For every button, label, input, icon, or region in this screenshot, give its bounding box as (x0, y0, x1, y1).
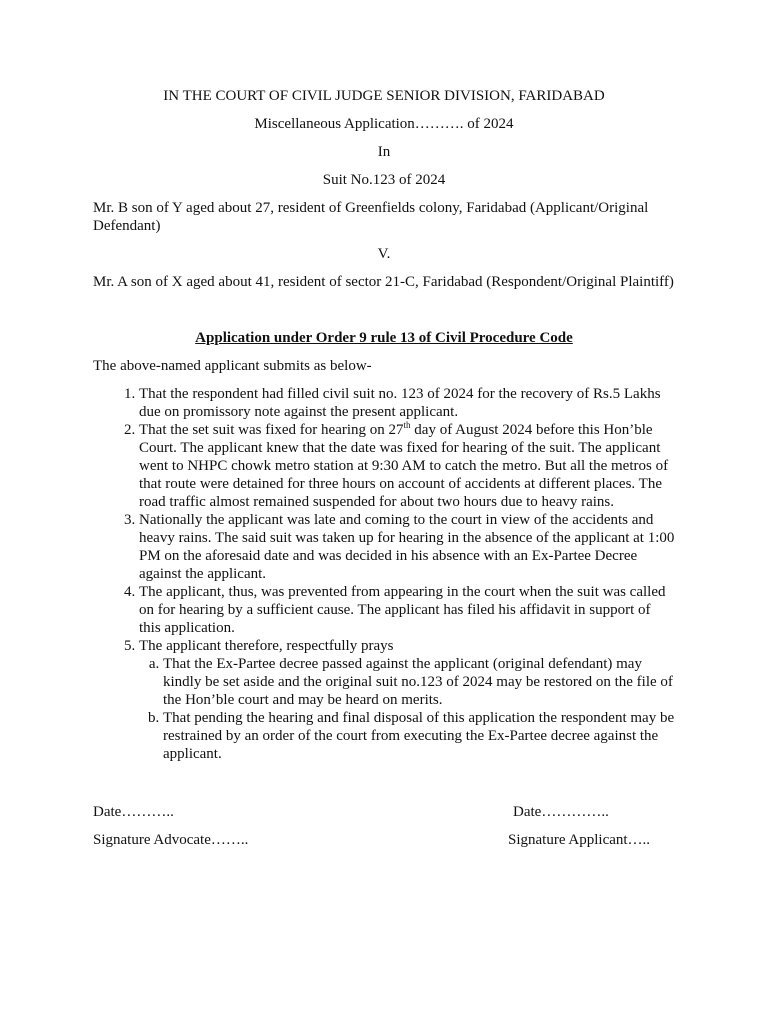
signature-row (93, 831, 675, 849)
court-heading: IN THE COURT OF CIVIL JUDGE SENIOR DIVISION, FARIDABAD (163, 88, 605, 104)
prayer-a-text: That the Ex-Partee decree passed against the applicant (original defendant) may kindly be set aside and the original suit no.123 of 2024 may be restored on the file of the Hon’ble court and may be heard on merits. (163, 656, 673, 708)
in-line: In (377, 144, 391, 160)
point-2 (139, 421, 675, 511)
numbered-points-list (93, 385, 675, 763)
application-title: Application under Order 9 rule 13 of Civil Procedure Code (195, 330, 573, 346)
ordinal-suffix: th (403, 420, 411, 430)
point-1 (139, 385, 675, 421)
respondent-party: Mr. A son of X aged about 41, resident of sector 21-C, Faridabad (Respondent/Original Plaintiff) (93, 274, 674, 290)
date-row (93, 803, 675, 821)
applicant-party: Mr. B son of Y aged about 27, resident of Greenfields colony, Faridabad (Applicant/Original Defendant) (93, 200, 649, 234)
point-5 (139, 637, 675, 763)
document-page (93, 0, 675, 849)
point-4 (139, 583, 675, 637)
prayer-b (163, 709, 675, 763)
point-2-text-start: That the set suit was fixed for hearing on 27 (139, 422, 404, 438)
signature-applicant: Signature Applicant….. (508, 832, 651, 848)
versus-line: V. (377, 246, 391, 262)
date-left: Date……….. (93, 804, 174, 820)
prayer-a (163, 655, 675, 709)
suit-number: Suit No.123 of 2024 (322, 172, 446, 188)
point-3-text: Nationally the applicant was late and coming to the court in view of the accidents and heavy rains. The said suit was taken up for hearing in the absence of the applicant at 1:00 PM on the aforesaid date and was decided in his absence with an Ex-Partee Decree against the applicant. (139, 512, 675, 582)
misc-application-line: Miscellaneous Application………. of 2024 (254, 116, 514, 132)
prayers-list (139, 655, 675, 763)
point-1-text: That the respondent had filled civil suit no. 123 of 2024 for the recovery of Rs.5 Lakhs due on promissory note against the present applicant. (139, 386, 661, 420)
signature-advocate: Signature Advocate…….. (93, 832, 249, 848)
point-5-text: The applicant therefore, respectfully prays (139, 638, 394, 654)
date-right: Date………….. (513, 804, 609, 820)
point-2-text-end: day of August 2024 before this Hon’ble Court. The applicant knew that the date was fixed for hearing of the suit. The applicant went to NHPC chowk metro station at 9:30 AM to catch the metro. But all the metros of that route were detained for three hours on account of accidents at different places. The road traffic almost remained suspended for about two hours due to heavy rains. (139, 422, 669, 510)
application-intro: The above-named applicant submits as below- (93, 358, 372, 374)
point-3 (139, 511, 675, 583)
prayer-b-text: That pending the hearing and final disposal of this application the respondent may be restrained by an order of the court from executing the Ex-Partee decree against the applicant. (163, 710, 675, 762)
point-4-text: The applicant, thus, was prevented from appearing in the court when the suit was called on for hearing by a sufficient cause. The applicant has filed his affidavit in support of this application. (139, 584, 666, 636)
